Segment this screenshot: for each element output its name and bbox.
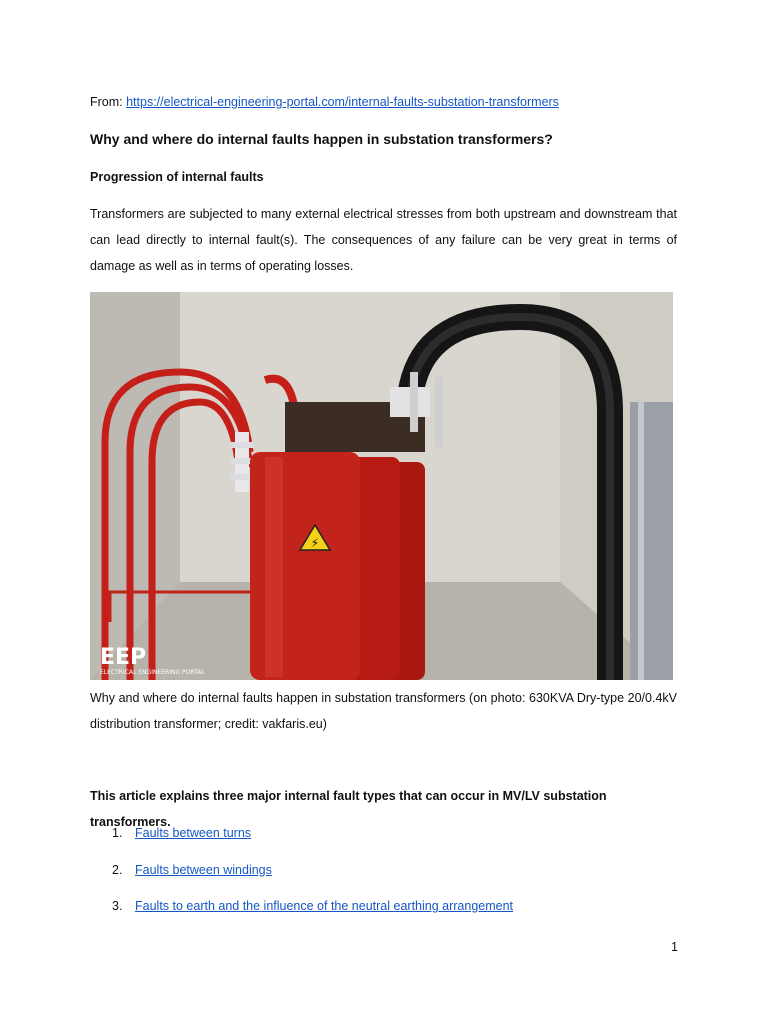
transformer-photo <box>90 292 673 680</box>
list-item <box>90 820 677 857</box>
section-subheading: Progression of internal faults <box>90 170 264 184</box>
photo-caption: Why and where do internal faults happen in substation transformers (on photo: 630KVA Dry-type 20/0.4kV distribution transformer; credit: vakfaris.eu) <box>90 691 677 731</box>
article-title: Why and where do internal faults happen in substation transformers? <box>90 131 553 147</box>
fault-link-windings[interactable]: Faults between windings <box>135 862 272 877</box>
source-link[interactable]: https://electrical-engineering-portal.com/internal-faults-substation-transformers <box>126 95 559 109</box>
lead-statement: This article explains three major internal fault types that can occur in MV/LV substation transformers. <box>90 789 607 829</box>
eep-logo: EEP <box>100 645 147 670</box>
fault-link-turns[interactable]: Faults between turns <box>135 826 252 840</box>
fault-link-earth[interactable]: Faults to earth and the influence of the neutral earthing arrangement <box>135 899 514 913</box>
fault-types-list <box>90 820 677 930</box>
eep-logo-subtext: ELECTRICAL ENGINEERING PORTAL <box>100 669 205 676</box>
list-item <box>90 857 677 894</box>
list-item <box>90 893 677 930</box>
list-number: 1. <box>112 826 123 840</box>
source-prefix: From: <box>90 95 127 109</box>
source-line <box>90 89 677 115</box>
warning-symbol: ⚡ <box>310 536 320 550</box>
page-number: 1 <box>671 940 678 954</box>
list-number: 2. <box>112 862 123 877</box>
intro-paragraph: Transformers are subjected to many external electrical stresses from both upstream and downstream that can lead directly to internal fault(s). The consequences of any failure can be very great in terms of damage as well as in terms of operating losses. <box>90 207 677 273</box>
metal-frame <box>630 402 673 680</box>
list-number: 3. <box>112 899 123 913</box>
